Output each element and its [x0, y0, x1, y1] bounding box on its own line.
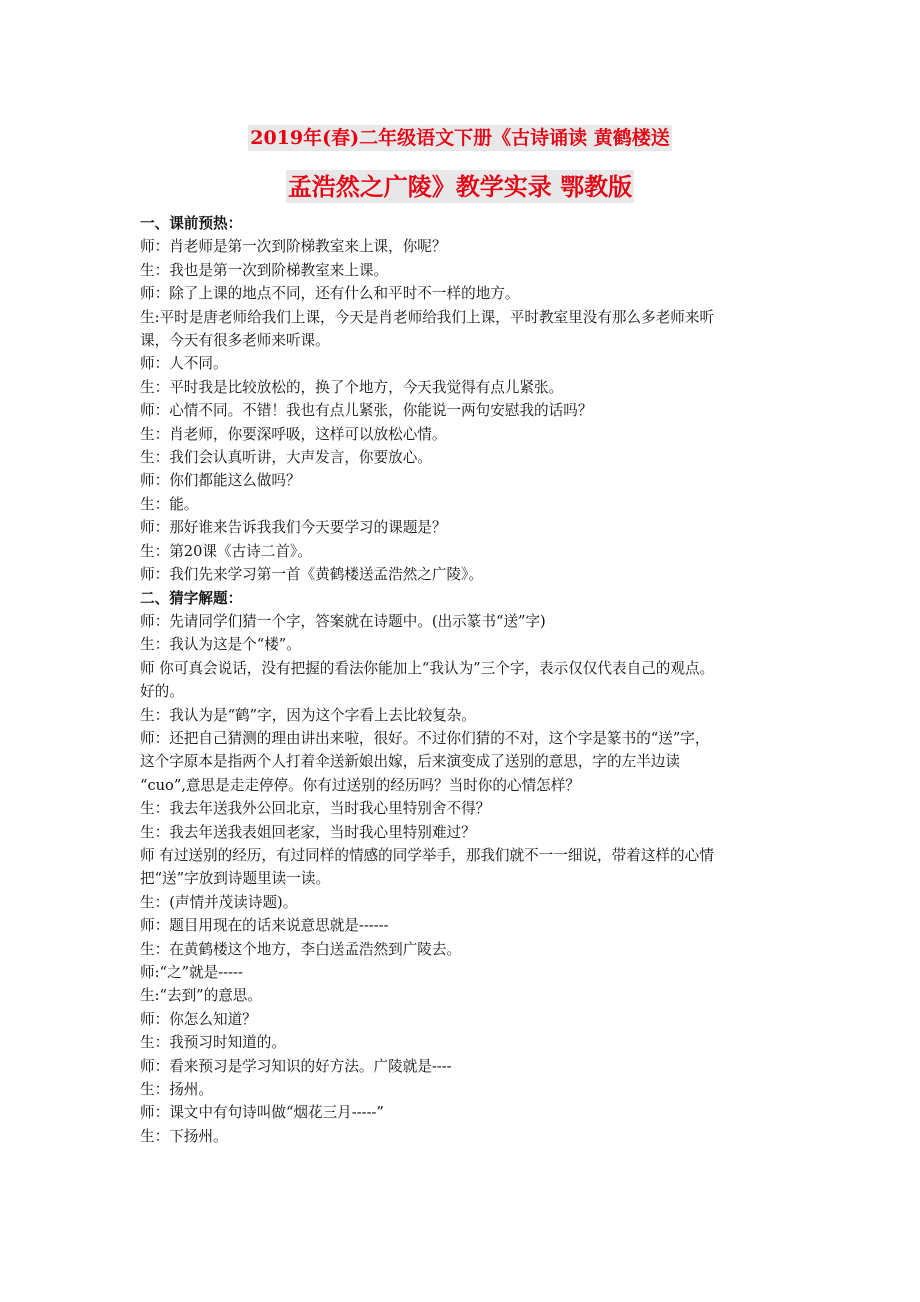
dialogue-line: 师：那好谁来告诉我我们今天要学习的课题是？ — [140, 519, 447, 537]
dialogue-line: 生：我认为这是个“楼”。 — [140, 636, 301, 654]
dialogue-line: 生：(声情并茂读诗题)。 — [140, 893, 298, 911]
dialogue-line: 生：我们会认真听讲，大声发言，你要放心。 — [140, 449, 432, 467]
dialogue-line: 生：能。 — [140, 495, 199, 513]
dialogue-line: 师：还把自己猜测的理由讲出来啦，很好。不过你们猜的不对，这个字是篆书的“送”字， — [140, 729, 710, 747]
dialogue-line: 生：我去年送我表姐回老家，当时我心里特别难过？ — [140, 823, 476, 841]
dialogue-line: 师：你们都能这么做吗？ — [140, 472, 301, 490]
document-title-line-2 — [0, 170, 920, 204]
dialogue-line: “cuo”,意思是走走停停。你有过送别的经历吗？当时你的心情怎样？ — [140, 776, 580, 794]
dialogue-line: 师：题目用现在的话来说意思就是------ — [140, 917, 389, 935]
document-body — [140, 212, 785, 1148]
dialogue-line: 生:平时是唐老师给我们上课，今天是肖老师给我们上课，平时教室里没有那么多老师来听 — [140, 308, 715, 326]
dialogue-line: 师：看来预习是学习知识的好方法。广陵就是---- — [140, 1057, 452, 1075]
dialogue-line: 师 有过送别的经历，有过同样的情感的同学举手，那我们就不一一细说，带着这样的心情 — [140, 846, 714, 864]
section-heading: 一、课前预热： — [140, 215, 243, 232]
dialogue-line: 好的。 — [140, 683, 184, 701]
dialogue-line: 师 你可真会说话，没有把握的看法你能加上“我认为”三个字，表示仅仅代表自己的观点。 — [140, 659, 715, 677]
dialogue-line: 生：下扬州。 — [140, 1127, 228, 1145]
dialogue-line: 生：在黄鹤楼这个地方，李白送孟浩然到广陵去。 — [140, 940, 462, 958]
section-heading: 二、猜字解题： — [140, 589, 243, 607]
dialogue-line: 师：课文中有句诗叫做“烟花三月-----” — [140, 1104, 384, 1122]
document-title-line-1 — [0, 124, 920, 152]
dialogue-line: 课，今天有很多老师来听课。 — [140, 332, 330, 350]
dialogue-line: 生：我预习时知道的。 — [140, 1034, 286, 1052]
dialogue-line: 生：平时我是比较放松的，换了个地方，今天我觉得有点儿紧张。 — [140, 378, 564, 396]
title-text-1: 2019年(春)二年级语文下册《古诗诵读 黄鹤楼送 — [250, 127, 670, 149]
dialogue-line: 这个字原本是指两个人打着伞送新娘出嫁，后来演变成了送别的意思，字的左半边读 — [140, 753, 680, 771]
title-text-2: 孟浩然之广陵》教学实录 鄂教版 — [287, 172, 633, 201]
dialogue-line: 生：我认为是“鹤”字，因为这个字看上去比较复杂。 — [140, 706, 476, 724]
dialogue-line: 师：人不同。 — [140, 355, 228, 373]
dialogue-line: 生：我去年送我外公回北京，当时我心里特别舍不得？ — [140, 800, 491, 818]
dialogue-line: 师:“之”就是----- — [140, 964, 243, 981]
dialogue-line: 师：你怎么知道？ — [140, 1010, 257, 1028]
dialogue-line: 师：肖老师是第一次到阶梯教室来上课，你呢？ — [140, 238, 447, 256]
dialogue-line: 师：我们先来学习第一首《黄鹤楼送孟浩然之广陵》。 — [140, 566, 483, 584]
dialogue-line: 师：先请同学们猜一个字，答案就在诗题中。(出示篆书“送”字) — [140, 612, 546, 630]
dialogue-line: 师：心情不同。不错！我也有点儿紧张，你能说一两句安慰我的话吗？ — [140, 402, 593, 420]
dialogue-line: 生：第20课《古诗二首》。 — [140, 542, 312, 560]
dialogue-line: 师：除了上课的地点不同，还有什么和平时不一样的地方。 — [140, 285, 520, 303]
dialogue-line: 生：扬州。 — [140, 1081, 213, 1099]
dialogue-line: 生:“去到”的意思。 — [140, 987, 262, 1005]
dialogue-line: 生：我也是第一次到阶梯教室来上课。 — [140, 261, 389, 279]
dialogue-line: 生：肖老师，你要深呼吸，这样可以放松心情。 — [140, 425, 447, 443]
dialogue-line: 把“送”字放到诗题里读一读。 — [140, 870, 331, 888]
